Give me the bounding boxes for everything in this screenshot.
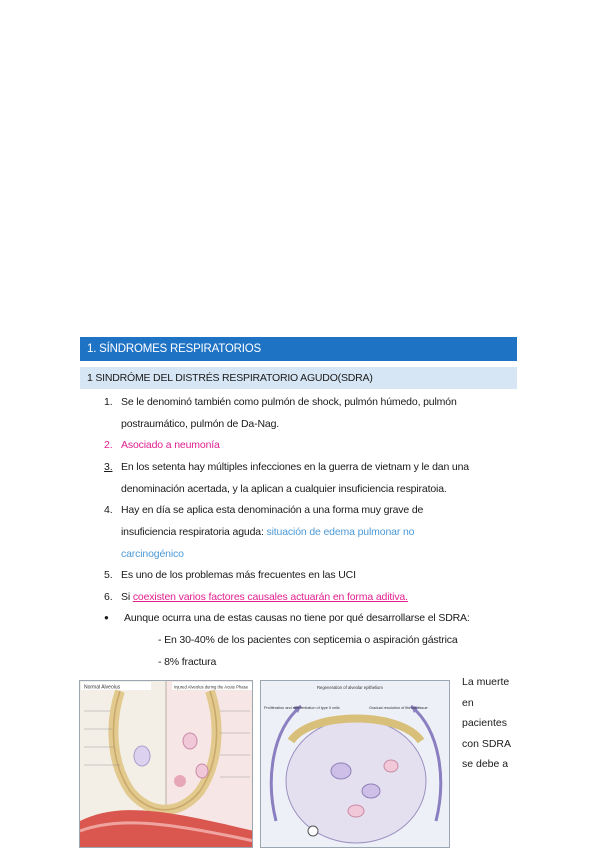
alveolus-illustration: [79, 680, 253, 848]
list-number: 6.: [104, 591, 113, 603]
figure-label-top: Regeneration of alveolar epithelium: [317, 685, 383, 690]
highlight-text: coexisten varios factores causales actuarán en forma aditiva.: [132, 591, 408, 603]
side-line: pacientes: [462, 717, 507, 729]
side-line: La muerte: [462, 676, 510, 688]
figure-label-right: Injured Alveolus during the Acute Phase: [174, 684, 249, 690]
bullet-text: Aunque ocurra una de estas causas no tiene por qué desarrollarse el SDRA:: [124, 612, 470, 624]
list-number: 1.: [104, 396, 113, 408]
side-line: en: [462, 696, 474, 709]
highlight-text: situación de edema pulmonar no: [266, 526, 415, 538]
side-line: se debe a: [462, 758, 509, 770]
list-text: Asociado a neumonía: [121, 439, 220, 451]
subitem: - 8% fractura: [158, 656, 217, 668]
list-number: 4.: [104, 504, 113, 516]
figure-label-left: Proliferation and differentiation of type II cells: [264, 706, 340, 710]
figure-label-right: Gradual resolution of fibrous tissue: [369, 706, 428, 710]
side-line: con SDRA: [462, 737, 512, 750]
highlight-text: carcinogénico: [121, 548, 184, 560]
list-number: 3.: [104, 461, 113, 473]
alveolus-recovery-illustration: [260, 680, 450, 848]
subitem: - En 30-40% de los pacientes con septicemia o aspiración gástrica: [158, 634, 458, 646]
list-text: Hay en día se aplica esta denominación a una forma muy grave de: [121, 504, 424, 516]
section-heading: 1. SÍNDROMES RESPIRATORIOS: [80, 337, 517, 361]
figure-label-left: Normal Alveolus: [84, 684, 121, 691]
list-number: 2.: [104, 439, 113, 451]
list-text: Es uno de los problemas más frecuentes en las UCI: [121, 569, 356, 581]
alveolus-recovery-graphic: [261, 681, 450, 848]
list-text: En los setenta hay múltiples infecciones en la guerra de vietnam y le dan una: [121, 461, 469, 473]
side-text: [462, 672, 511, 775]
list-text: Si: [121, 591, 133, 603]
list-text-line: [121, 521, 414, 543]
list-text: Se le denominó también como pulmón de shock, pulmón húmedo, pulmón: [121, 396, 457, 408]
bullet-marker: ●: [104, 613, 109, 622]
list-text-line: [121, 586, 408, 608]
list-text: insuficiencia respiratoria aguda:: [121, 526, 267, 538]
list-text: postraumático, pulmón de Da-Nag.: [121, 418, 280, 430]
list-text: denominación acertada, y la aplican a cualquier insuficiencia respiratoia.: [121, 483, 447, 495]
list-number: 5.: [104, 569, 113, 581]
subsection-heading: 1 SINDRÓME DEL DISTRÉS RESPIRATORIO AGUDO(SDRA): [80, 367, 517, 389]
alveolus-illustration-graphic: [80, 681, 253, 848]
